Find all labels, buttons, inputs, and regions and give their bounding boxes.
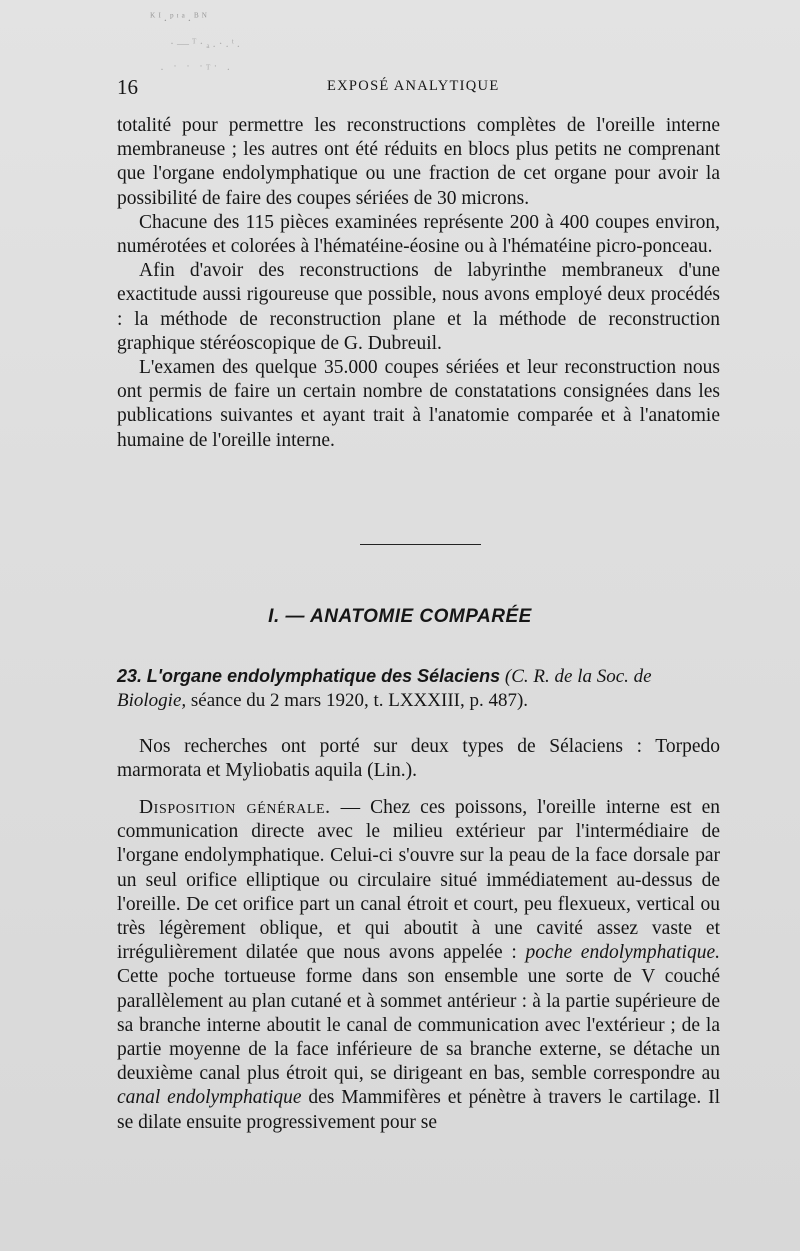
paragraph-text: — Chez ces poissons, l'oreille interne est en communication directe avec le milieu extérieur par l'intermédiaire de l'organe endolymphatique. Celui-ci s'ouvre sur la peau de la face dorsale par un seul orifice elliptique ou circulaire situé immédiatement au-dessus de l'oreille. De cet orifice part un canal étroit et court, peu flexueux, vertical ou très légèrement oblique, et qui aboutit à une cavité assez vaste et irrégulièrement dilatée que nous avons appelée : [117, 797, 720, 964]
paragraph-text: des Mammifères et pénètre à travers le cartilage. Il se dilate ensuite progressivement pour se [117, 1087, 720, 1133]
page-number: 16 [117, 75, 138, 99]
paragraph: L'examen des quelque 35.000 coupes sériées et leur reconstruction nous ont permis de faire un certain nombre de constatations consignées dans les publications suivantes et ayant trait à l'anatomie comparée et à l'anatomie humaine de l'oreille interne. [117, 357, 720, 451]
section-heading: I. — ANATOMIE COMPARÉE [268, 606, 532, 627]
paragraph [117, 796, 720, 1135]
bleed-through-text: ᴷᴵ.ᵖᶦᵃ.ᴮᴺ [150, 10, 211, 24]
paragraph-text: Cette poche tortueuse forme dans son ensemble une sorte de V couché parallèlement au plan cutané et à sommet antérieur : à la partie supérieure de sa branche interne aboutit le canal de communication avec l'extérieur ; de la partie moyenne de la face inférieure de sa branche externe, se détache un deuxième canal plus étroit qui, se dirigeant en bas, semble correspondre au [117, 966, 720, 1085]
bleed-through-text: · ˙ ˙ ˙ᵀ˙ · [160, 62, 234, 76]
entry-journal: (C. R. de la Soc. de Biologie, [117, 666, 652, 712]
section-divider [360, 544, 481, 545]
paragraph-lead: Disposition générale. [139, 797, 331, 818]
paragraph: Afin d'avoir des reconstructions de labyrinthe membraneux d'une exactitude aussi rigoureuse que possible, nous avons employé deux procédés : la méthode de reconstruction plane et la méthode de reconstruction graphique stéréoscopique de G. Dubreuil. [117, 260, 720, 354]
bibliography-entry [117, 664, 720, 713]
entry-details: séance du 2 mars 1920, t. LXXXIII, p. 487). [190, 690, 529, 712]
paragraph: Chacune des 115 pièces examinées représente 200 à 400 coupes environ, numérotées et colorées à l'hématéine-éosine ou à l'hématéine picro-ponceau. [117, 211, 720, 258]
paragraph: totalité pour permettre les reconstructions complètes de l'oreille interne membraneuse ; les autres ont été réduits en blocs plus petits ne comprenant que l'organe endolymphatique ou une fraction de cet organe pour avoir la possibilité de faire des coupes sériées de 30 microns. [117, 115, 720, 209]
entry-number: 23. [117, 666, 143, 686]
running-head: EXPOSÉ ANALYTIQUE [327, 78, 500, 94]
entry-intro-text [117, 735, 720, 783]
emphasis-term: poche endolymphatique. [525, 942, 720, 964]
entry-title: L'organe endolymphatique des Sélaciens [146, 666, 501, 686]
entry-body-text [117, 796, 720, 1135]
bleed-through-text: ·—ᵀ·ₐ.·.ᵗ. [170, 36, 243, 50]
paragraph: Nos recherches ont porté sur deux types de Sélaciens : Torpedo marmorata et Myliobatis aquila (Lin.). [117, 736, 720, 782]
emphasis-term: canal endolymphatique [117, 1087, 302, 1109]
intro-text [117, 114, 720, 453]
